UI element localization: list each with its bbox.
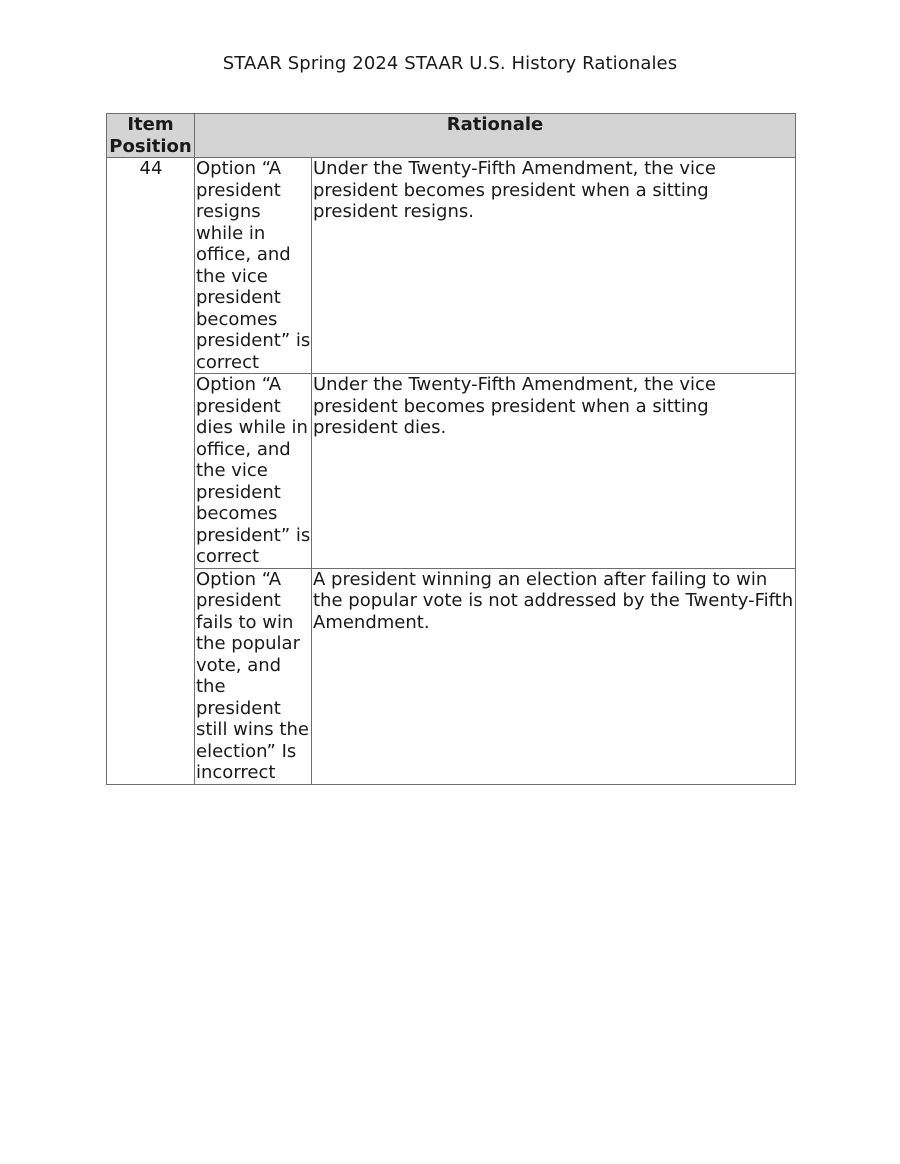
table-row	[107, 158, 796, 374]
page-title: STAAR Spring 2024 STAAR U.S. History Rationales	[222, 53, 678, 74]
table-row	[107, 568, 796, 784]
rationale-cell: A president winning an election after failing to win the popular vote is not addressed by the Twenty-Fifth Amendment.	[312, 568, 796, 784]
option-cell: Option “A president dies while in office, and the vice president becomes president” is correct	[196, 374, 311, 567]
option-cell: Option “A president resigns while in office, and the vice president becomes president” is correct	[196, 158, 311, 373]
rationale-cell: Under the Twenty-Fifth Amendment, the vice president becomes president when a sitting president dies.	[312, 374, 796, 569]
table-row	[107, 374, 796, 569]
rationale-header: Rationale	[195, 114, 796, 158]
rationale-table	[106, 113, 796, 785]
rationale-cell: Under the Twenty-Fifth Amendment, the vice president becomes president when a sitting president resigns.	[312, 158, 796, 374]
table-header-row	[107, 114, 796, 158]
item-position-cell-empty	[107, 568, 195, 784]
option-cell: Option “A president fails to win the popular vote, and the president still wins the election” Is incorrect	[195, 568, 312, 784]
item-position-cell-empty	[107, 374, 195, 569]
item-position-cell: 44	[107, 158, 195, 374]
item-position-header: Item Position	[107, 114, 195, 158]
